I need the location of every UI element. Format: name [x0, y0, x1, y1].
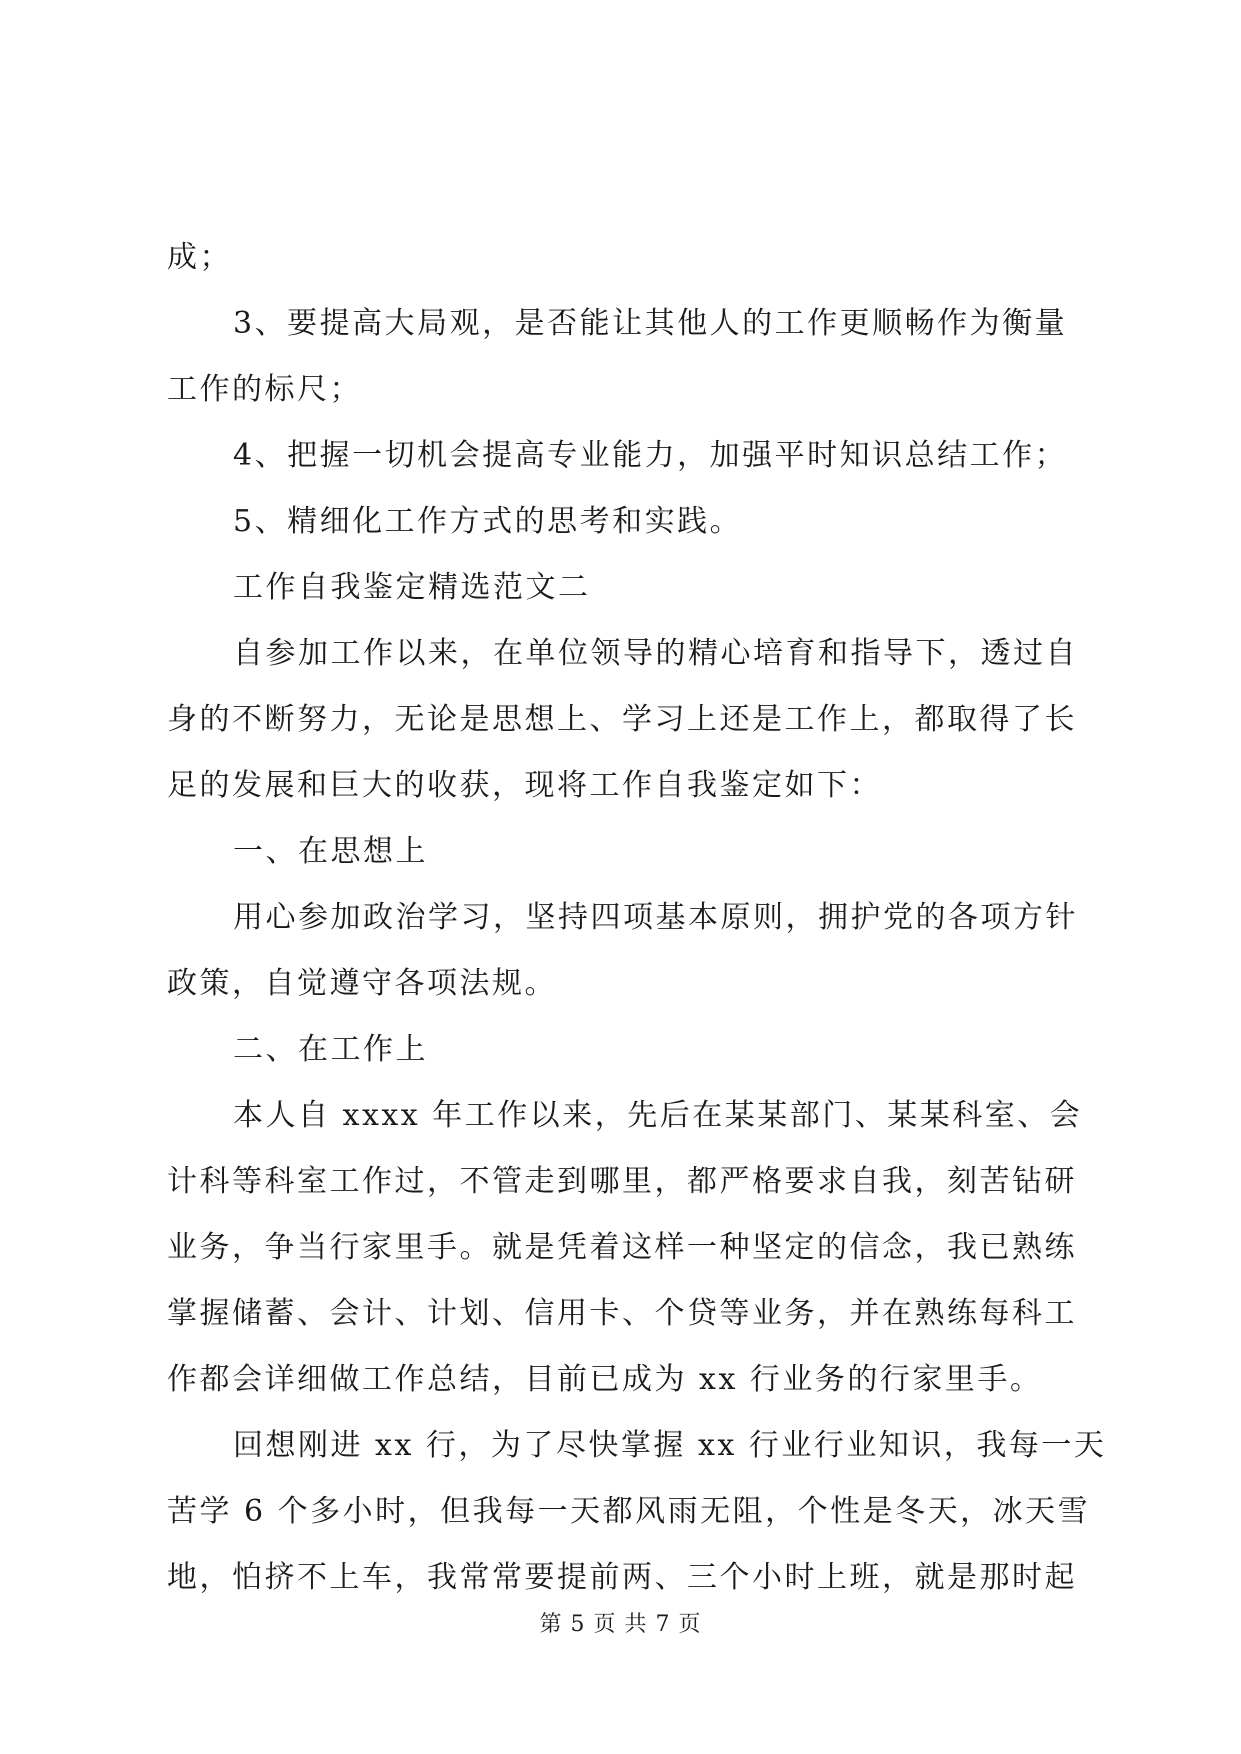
text-line: 回想刚进 xx 行，为了尽快掌握 xx 行业行业知识，我每一天 [233, 1428, 1107, 1463]
text-line: 计科等科室工作过，不管走到哪里，都严格要求自我，刻苦钻研 [167, 1164, 1077, 1199]
text-line: 4、把握一切机会提高专业能力，加强平时知识总结工作； [233, 438, 1068, 473]
text-line: 业务，争当行家里手。就是凭着这样一种坚定的信念，我已熟练 [167, 1230, 1077, 1265]
text-line: 政策，自觉遵守各项法规。 [167, 966, 557, 1001]
subsection-heading: 一、在思想上 [233, 834, 428, 869]
section-heading: 工作自我鉴定精选范文二 [233, 570, 591, 605]
text-line: 掌握储蓄、会计、计划、信用卡、个贷等业务，并在熟练每科工 [167, 1296, 1077, 1331]
text-line: 本人自 xxxx 年工作以来，先后在某某部门、某某科室、会 [233, 1098, 1083, 1133]
text-line: 足的发展和巨大的收获，现将工作自我鉴定如下： [167, 768, 882, 803]
text-line: 苦学 6 个多小时，但我每一天都风雨无阻，个性是冬天，冰天雪 [167, 1494, 1091, 1529]
text-line: 身的不断努力，无论是思想上、学习上还是工作上，都取得了长 [167, 702, 1077, 737]
text-line: 成； [167, 240, 232, 275]
text-line: 自参加工作以来，在单位领导的精心培育和指导下，透过自 [233, 636, 1078, 671]
text-line: 工作的标尺； [167, 372, 362, 407]
page-footer: 第 5 页 共 7 页 [539, 1612, 702, 1637]
text-line: 3、要提高大局观，是否能让其他人的工作更顺畅作为衡量 [233, 306, 1068, 341]
text-line: 作都会详细做工作总结，目前已成为 xx 行业务的行家里手。 [167, 1362, 1043, 1397]
text-line: 5、精细化工作方式的思考和实践。 [233, 504, 743, 539]
subsection-heading: 二、在工作上 [233, 1032, 428, 1067]
text-line: 地，怕挤不上车，我常常要提前两、三个小时上班，就是那时起 [167, 1560, 1077, 1595]
text-line: 用心参加政治学习，坚持四项基本原则，拥护党的各项方针 [233, 900, 1078, 935]
